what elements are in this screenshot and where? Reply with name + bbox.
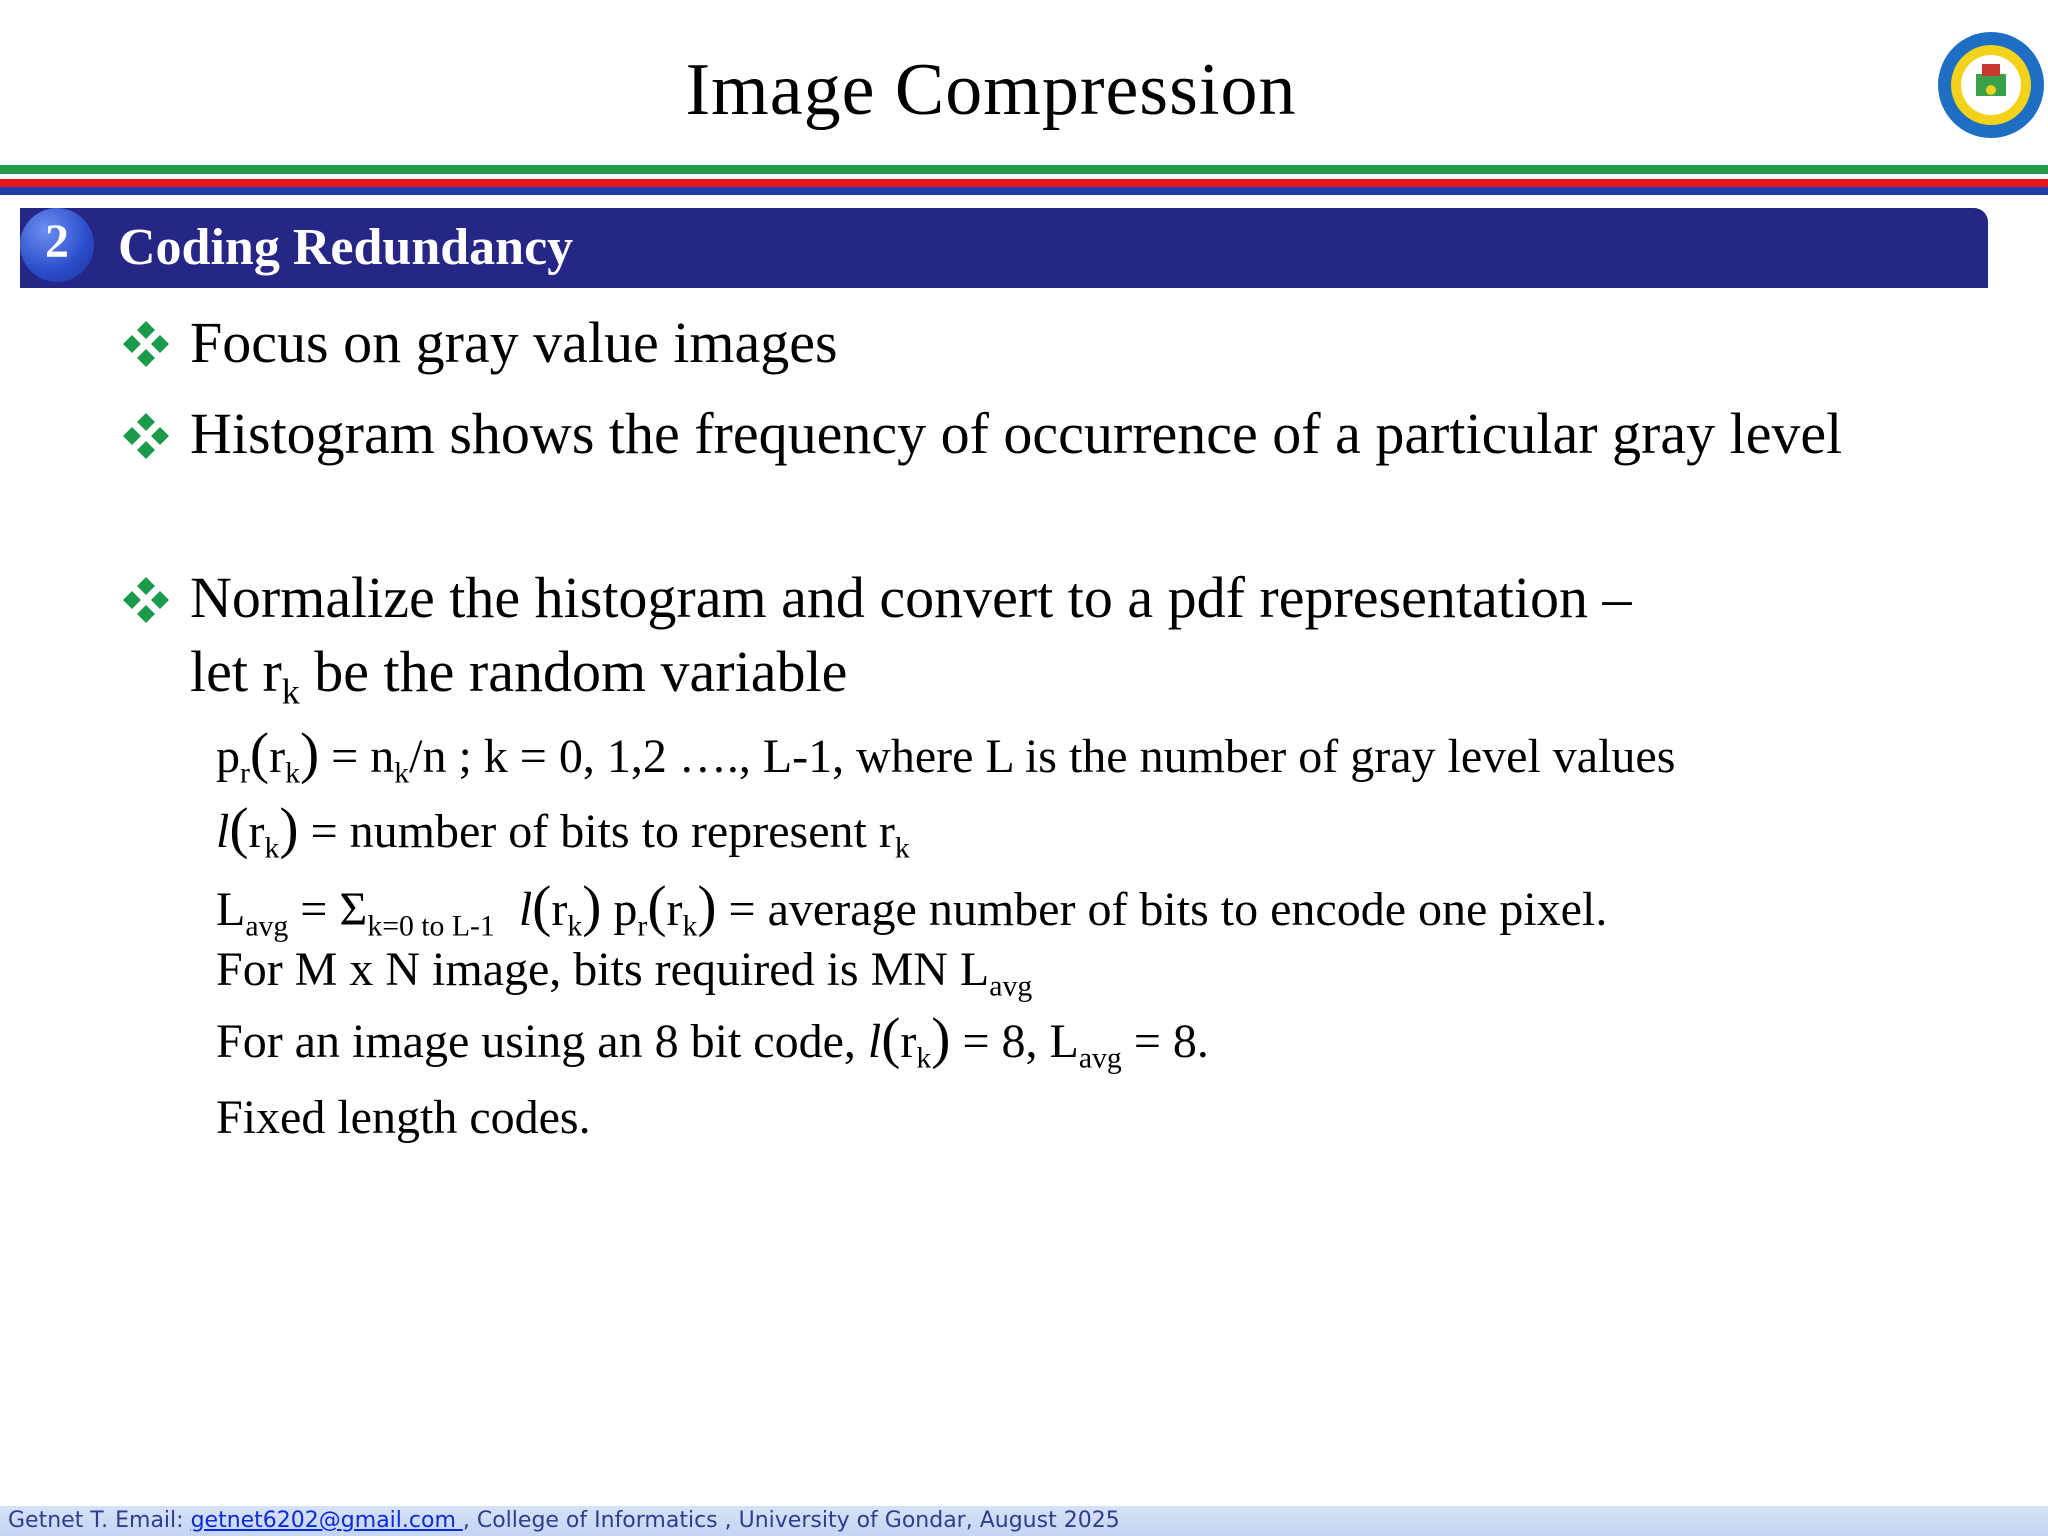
symbol: l bbox=[518, 883, 533, 936]
fixed-length-note: Fixed length codes. bbox=[216, 1091, 591, 1144]
subscript: r bbox=[240, 756, 250, 790]
subscript: k bbox=[567, 909, 583, 943]
formula-text: = average number of bits to encode one pixel. bbox=[716, 883, 1608, 936]
bullet-text: Histogram shows the frequency of occurrence of a particular gray level bbox=[190, 401, 1843, 466]
formula-mn-bits bbox=[216, 940, 1033, 1003]
bullet-text-part: be the random variable bbox=[299, 639, 848, 704]
subscript: k bbox=[264, 831, 280, 865]
footer-affiliation: , College of Informatics , University of Gondar, August 2025 bbox=[462, 1508, 1120, 1533]
formula-text: = number of bits to represent r bbox=[298, 805, 895, 858]
subscript: k bbox=[281, 671, 300, 712]
symbol: p bbox=[216, 730, 240, 783]
symbol: l bbox=[216, 805, 230, 858]
formula-text: = n bbox=[319, 730, 395, 783]
formula-text: /n ; k = 0, 1,2 …., L-1, where L is the number of gray level values bbox=[409, 730, 1676, 783]
subscript: k bbox=[916, 1041, 932, 1075]
subscript: k bbox=[682, 909, 698, 943]
bullet-text bbox=[190, 561, 1950, 712]
section-title: Coding Redundancy bbox=[118, 219, 574, 276]
diamond-bullet-icon bbox=[120, 318, 172, 370]
formula-text: For an image using an 8 bit code, bbox=[216, 1015, 868, 1068]
footer-author: Getnet T. Email: bbox=[8, 1508, 191, 1533]
formula-text: = 8. bbox=[1121, 1015, 1209, 1068]
formula-bit-length: $l(r_k)$ = number of bits to represent $r_k$ bbox=[216, 797, 910, 865]
symbol: = Σ bbox=[288, 883, 368, 936]
symbol: r bbox=[269, 730, 286, 783]
subscript: k bbox=[285, 756, 300, 790]
diamond-bullet-icon bbox=[120, 410, 172, 462]
symbol: L bbox=[216, 883, 246, 936]
subscript: k bbox=[394, 756, 410, 790]
symbol: p bbox=[613, 883, 638, 936]
symbol: r bbox=[551, 883, 568, 936]
slide-footer bbox=[0, 1506, 2048, 1536]
formula-probability: $p_r(r_k) = n_k/n$ ; k = 0, 1,2 …., L-1, where L is the number of gray level values bbox=[216, 722, 1676, 790]
subscript: k=0 to L-1 bbox=[367, 909, 495, 943]
symbol: l bbox=[867, 1015, 882, 1068]
header-stripe-green bbox=[0, 165, 2048, 174]
footer-email-link[interactable]: getnet6202@gmail.com bbox=[190, 1508, 463, 1533]
symbol: r bbox=[900, 1015, 917, 1068]
bullet-text-part: let r bbox=[190, 639, 282, 704]
formula-text: For M x N image, bits required is MN L bbox=[216, 943, 990, 996]
diamond-bullet-icon bbox=[120, 574, 172, 626]
subscript: avg bbox=[989, 969, 1033, 1003]
formula-average-length: $L_{avg} = \Sigma_{k=0 to L-1}$ $l(r_k) p_r(r_k)$ = average number of bits to encode one pixel. bbox=[216, 875, 1608, 943]
university-of-gondar-seal-icon bbox=[1936, 30, 2046, 140]
formula-text: = 8, L bbox=[950, 1015, 1079, 1068]
slide-title: Image Compression bbox=[685, 49, 1297, 131]
subscript: r bbox=[637, 909, 648, 943]
subscript: avg bbox=[245, 909, 289, 943]
section-number-badge: 2 bbox=[20, 208, 94, 282]
subscript: k bbox=[894, 831, 910, 865]
header-stripe-blue bbox=[0, 187, 2048, 195]
symbol: r bbox=[666, 883, 683, 936]
bullet-line: Normalize the histogram and convert to a pdf representation – bbox=[190, 565, 1632, 630]
formula-eight-bit: For an image using an 8 bit code, $l(r_k) = 8$, $L_{avg} = 8$. bbox=[216, 1007, 1209, 1075]
subscript: avg bbox=[1078, 1041, 1122, 1075]
header-stripe-red bbox=[0, 179, 2048, 187]
symbol: r bbox=[248, 805, 265, 858]
bullet-text: Focus on gray value images bbox=[190, 310, 838, 375]
